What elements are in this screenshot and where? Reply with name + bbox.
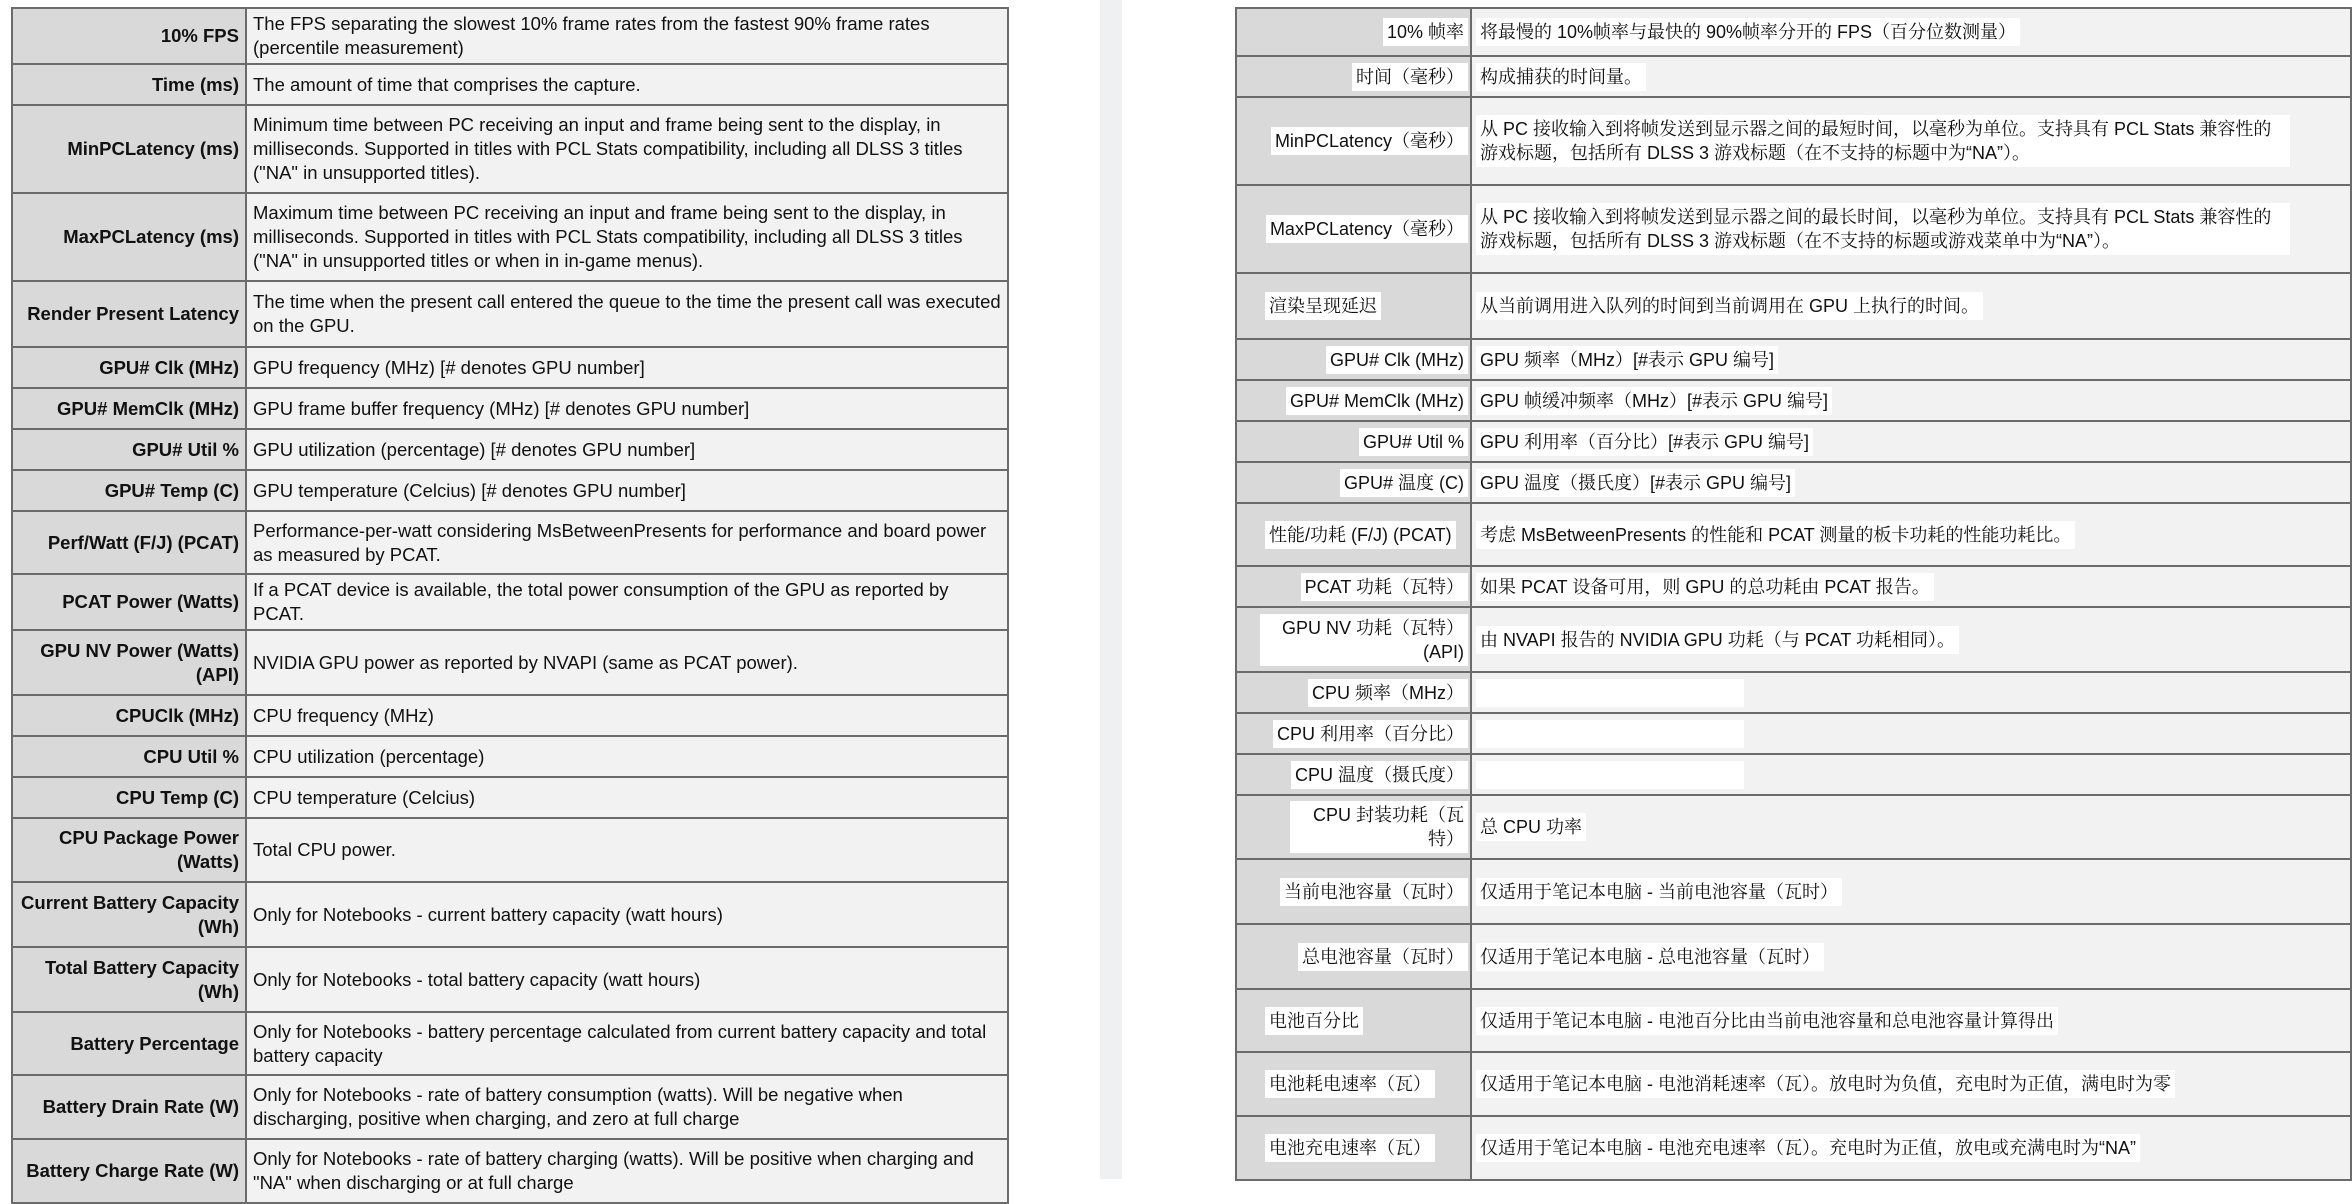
metric-description	[1471, 754, 2351, 795]
metric-description: 仅适用于笔记本电脑 - 总电池容量（瓦时）	[1471, 924, 2351, 989]
table-row	[1236, 795, 2351, 859]
table-row	[1236, 97, 2351, 185]
metric-description: 从当前调用进入队列的时间到当前调用在 GPU 上执行的时间。	[1471, 273, 2351, 339]
metric-name: CPUClk (MHz)	[12, 695, 246, 736]
table-row	[1236, 421, 2351, 462]
metric-description: The amount of time that comprises the capture.	[246, 64, 1008, 105]
metric-description: GPU frequency (MHz) [# denotes GPU number]	[246, 347, 1008, 388]
metric-name: 10% FPS	[12, 8, 246, 64]
metric-name: GPU# 温度 (C)	[1236, 462, 1471, 503]
metric-description: Only for Notebooks - battery percentage calculated from current battery capacity and total battery capacity	[246, 1012, 1008, 1075]
table-row	[12, 64, 1008, 105]
table-row	[1236, 566, 2351, 607]
metric-description: GPU frame buffer frequency (MHz) [# denotes GPU number]	[246, 388, 1008, 429]
metric-name: MaxPCLatency（毫秒）	[1236, 185, 1471, 273]
metric-name: MaxPCLatency (ms)	[12, 193, 246, 281]
chinese-document-page	[1122, 0, 2272, 1179]
metric-name: GPU# Util %	[1236, 421, 1471, 462]
english-metrics-table	[11, 7, 1009, 1204]
metric-name: CPU 利用率（百分比）	[1236, 713, 1471, 754]
metric-name: Time (ms)	[12, 64, 246, 105]
table-row	[12, 736, 1008, 777]
metric-description: Performance-per-watt considering MsBetweenPresents for performance and board power as measured by PCAT.	[246, 511, 1008, 574]
metric-name: CPU 温度（摄氏度）	[1236, 754, 1471, 795]
metric-name: 10% 帧率	[1236, 8, 1471, 56]
metric-description: 总 CPU 功率	[1471, 795, 2351, 859]
metric-name: CPU 封装功耗（瓦特）	[1236, 795, 1471, 859]
metric-name: GPU NV Power (Watts) (API)	[12, 630, 246, 695]
table-row	[12, 347, 1008, 388]
table-row	[1236, 1116, 2351, 1180]
metric-name: CPU Util %	[12, 736, 246, 777]
page-gutter	[1100, 0, 1122, 1179]
metric-description: 从 PC 接收输入到将帧发送到显示器之间的最长时间，以毫秒为单位。支持具有 PCL Stats 兼容性的游戏标题，包括所有 DLSS 3 游戏标题（在不支持的标题或游戏菜单中为“NA”）。	[1471, 185, 2351, 273]
metric-description: Maximum time between PC receiving an input and frame being sent to the display, in milliseconds. Supported in titles with PCL Stats compatibility, including all DLSS 3 titles ("NA" in unsupported titles or when in in-game menus).	[246, 193, 1008, 281]
metric-name: GPU# Clk (MHz)	[12, 347, 246, 388]
metric-name: Battery Drain Rate (W)	[12, 1075, 246, 1139]
table-row	[1236, 989, 2351, 1052]
metric-name: MinPCLatency (ms)	[12, 105, 246, 193]
table-row	[12, 882, 1008, 947]
table-row	[1236, 339, 2351, 380]
metric-name: CPU 频率（MHz）	[1236, 672, 1471, 713]
table-row	[12, 630, 1008, 695]
metric-name: Current Battery Capacity (Wh)	[12, 882, 246, 947]
table-row	[1236, 185, 2351, 273]
metric-description: CPU utilization (percentage)	[246, 736, 1008, 777]
table-row	[1236, 273, 2351, 339]
metric-description: 由 NVAPI 报告的 NVIDIA GPU 功耗（与 PCAT 功耗相同）。	[1471, 607, 2351, 672]
metric-description: GPU utilization (percentage) [# denotes GPU number]	[246, 429, 1008, 470]
table-row	[1236, 380, 2351, 421]
table-row	[12, 105, 1008, 193]
english-document-page	[0, 0, 1100, 1193]
table-row	[1236, 754, 2351, 795]
metric-name: 当前电池容量（瓦时）	[1236, 859, 1471, 924]
metric-name: Render Present Latency	[12, 281, 246, 347]
table-row	[12, 777, 1008, 818]
metric-description: Minimum time between PC receiving an input and frame being sent to the display, in milliseconds. Supported in titles with PCL Stats compatibility, including all DLSS 3 titles ("NA" in unsupported titles).	[246, 105, 1008, 193]
metric-description: 仅适用于笔记本电脑 - 当前电池容量（瓦时）	[1471, 859, 2351, 924]
table-row	[1236, 713, 2351, 754]
metric-name: GPU# Temp (C)	[12, 470, 246, 511]
metric-description	[1471, 672, 2351, 713]
metric-name: Battery Charge Rate (W)	[12, 1139, 246, 1203]
metric-description: 构成捕获的时间量。	[1471, 56, 2351, 97]
metric-description: GPU 利用率（百分比）[#表示 GPU 编号]	[1471, 421, 2351, 462]
metric-name: GPU# Clk (MHz)	[1236, 339, 1471, 380]
metric-name: Total Battery Capacity (Wh)	[12, 947, 246, 1012]
table-row	[1236, 462, 2351, 503]
table-row	[1236, 924, 2351, 989]
metric-description: 仅适用于笔记本电脑 - 电池消耗速率（瓦）。放电时为负值，充电时为正值，满电时为零	[1471, 1052, 2351, 1116]
metric-name: CPU Package Power (Watts)	[12, 818, 246, 882]
table-row	[12, 1012, 1008, 1075]
metric-name: 时间（毫秒）	[1236, 56, 1471, 97]
metric-description: 将最慢的 10%帧率与最快的 90%帧率分开的 FPS（百分位数测量）	[1471, 8, 2351, 56]
table-row	[1236, 8, 2351, 56]
metric-name: PCAT Power (Watts)	[12, 574, 246, 630]
metric-description: 仅适用于笔记本电脑 - 电池充电速率（瓦）。充电时为正值，放电或充满电时为“NA”	[1471, 1116, 2351, 1180]
table-row	[12, 947, 1008, 1012]
metric-name: 性能/功耗 (F/J) (PCAT)	[1236, 503, 1471, 566]
metric-description: 仅适用于笔记本电脑 - 电池百分比由当前电池容量和总电池容量计算得出	[1471, 989, 2351, 1052]
metric-description: Only for Notebooks - rate of battery charging (watts). Will be positive when charging and "NA" when discharging or at full charge	[246, 1139, 1008, 1203]
metric-description: CPU frequency (MHz)	[246, 695, 1008, 736]
metric-description: Only for Notebooks - rate of battery consumption (watts). Will be negative when discharging, positive when charging, and zero at full charge	[246, 1075, 1008, 1139]
table-row	[12, 281, 1008, 347]
metric-description: 如果 PCAT 设备可用，则 GPU 的总功耗由 PCAT 报告。	[1471, 566, 2351, 607]
table-row	[12, 818, 1008, 882]
metric-description: 从 PC 接收输入到将帧发送到显示器之间的最短时间，以毫秒为单位。支持具有 PCL Stats 兼容性的游戏标题，包括所有 DLSS 3 游戏标题（在不支持的标题中为“NA”）。	[1471, 97, 2351, 185]
table-row	[12, 470, 1008, 511]
metric-name: MinPCLatency（毫秒）	[1236, 97, 1471, 185]
metric-name: 渲染呈现延迟	[1236, 273, 1471, 339]
metric-description: GPU temperature (Celcius) [# denotes GPU number]	[246, 470, 1008, 511]
table-row	[1236, 1052, 2351, 1116]
metric-name: 总电池容量（瓦时）	[1236, 924, 1471, 989]
metric-description: If a PCAT device is available, the total power consumption of the GPU as reported by PCAT.	[246, 574, 1008, 630]
table-row	[12, 574, 1008, 630]
metric-description: Only for Notebooks - current battery capacity (watt hours)	[246, 882, 1008, 947]
metric-name: Battery Percentage	[12, 1012, 246, 1075]
table-row	[1236, 503, 2351, 566]
metric-name: GPU# Util %	[12, 429, 246, 470]
metric-description: Total CPU power.	[246, 818, 1008, 882]
metric-name: Perf/Watt (F/J) (PCAT)	[12, 511, 246, 574]
table-row	[1236, 607, 2351, 672]
metric-name: 电池耗电速率（瓦）	[1236, 1052, 1471, 1116]
metric-name: GPU NV 功耗（瓦特）(API)	[1236, 607, 1471, 672]
table-row	[1236, 859, 2351, 924]
metric-description	[1471, 713, 2351, 754]
metric-description: GPU 频率（MHz）[#表示 GPU 编号]	[1471, 339, 2351, 380]
table-row	[1236, 672, 2351, 713]
metric-description: GPU 温度（摄氏度）[#表示 GPU 编号]	[1471, 462, 2351, 503]
table-row	[1236, 56, 2351, 97]
table-row	[12, 429, 1008, 470]
metric-name: GPU# MemClk (MHz)	[12, 388, 246, 429]
metric-description: NVIDIA GPU power as reported by NVAPI (same as PCAT power).	[246, 630, 1008, 695]
metric-description: The FPS separating the slowest 10% frame rates from the fastest 90% frame rates (percentile measurement)	[246, 8, 1008, 64]
metric-description: 考虑 MsBetweenPresents 的性能和 PCAT 测量的板卡功耗的性能功耗比。	[1471, 503, 2351, 566]
metric-description: The time when the present call entered the queue to the time the present call was executed on the GPU.	[246, 281, 1008, 347]
table-row	[12, 388, 1008, 429]
metric-name: 电池充电速率（瓦）	[1236, 1116, 1471, 1180]
metric-name: CPU Temp (C)	[12, 777, 246, 818]
table-row	[12, 695, 1008, 736]
table-row	[12, 511, 1008, 574]
metric-description: Only for Notebooks - total battery capacity (watt hours)	[246, 947, 1008, 1012]
metric-description: CPU temperature (Celcius)	[246, 777, 1008, 818]
table-row	[12, 193, 1008, 281]
table-row	[12, 1139, 1008, 1203]
chinese-metrics-table	[1235, 7, 2352, 1181]
table-row	[12, 8, 1008, 64]
metric-description: GPU 帧缓冲频率（MHz）[#表示 GPU 编号]	[1471, 380, 2351, 421]
metric-name: PCAT 功耗（瓦特）	[1236, 566, 1471, 607]
metric-name: 电池百分比	[1236, 989, 1471, 1052]
table-row	[12, 1075, 1008, 1139]
metric-name: GPU# MemClk (MHz)	[1236, 380, 1471, 421]
